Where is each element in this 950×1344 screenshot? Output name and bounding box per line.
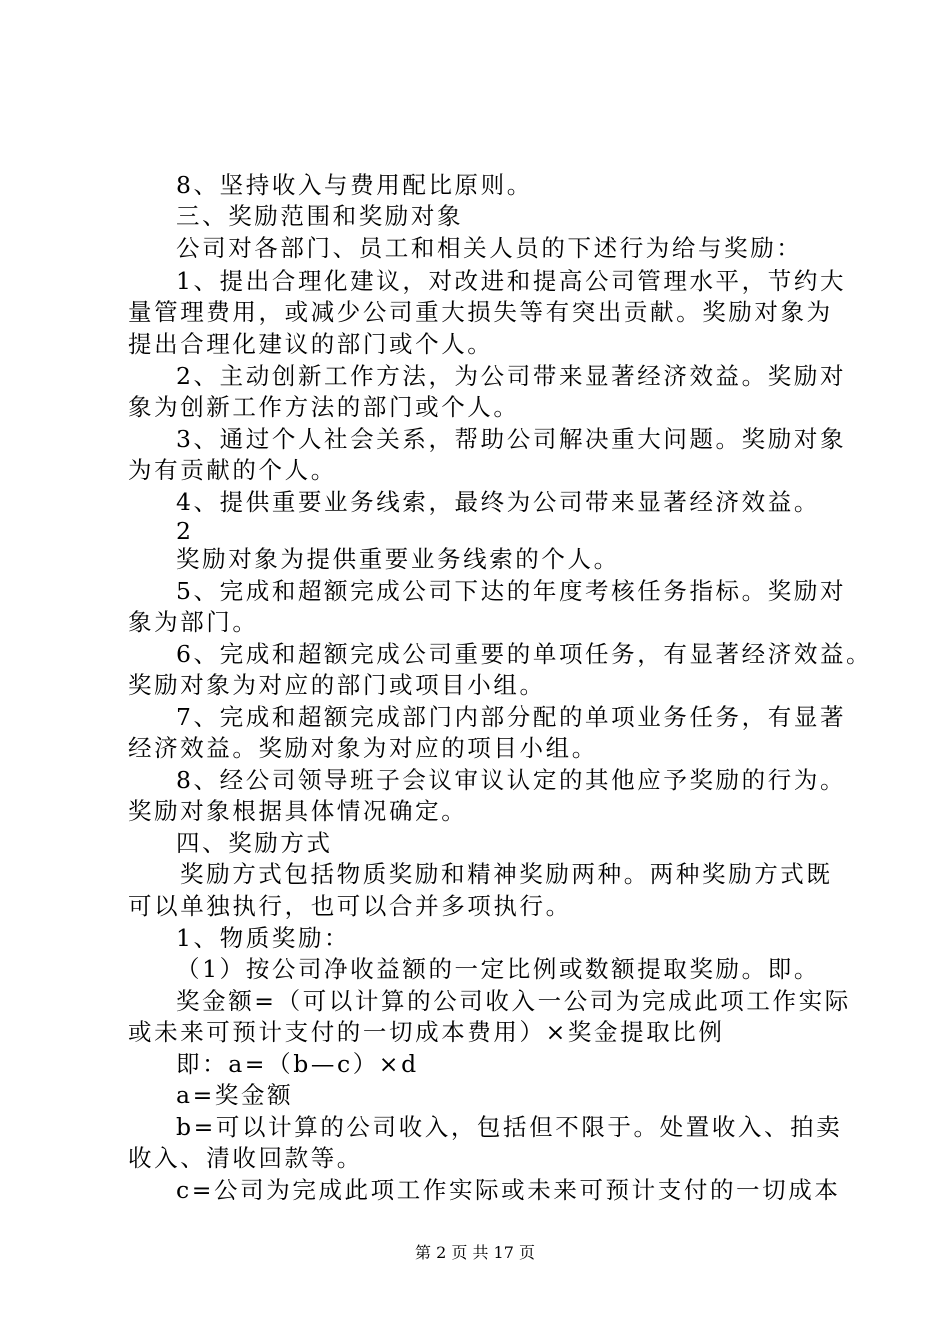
formula-line: 或未来可预计支付的一切成本费用）×奖金提取比例: [128, 1018, 725, 1046]
section-heading: 三、奖励范围和奖励对象: [176, 202, 464, 230]
text-line: 提出合理化建议的部门或个人。: [128, 330, 494, 358]
text-line: 3、通过个人社会关系，帮助公司解决重大问题。奖励对象: [176, 425, 847, 453]
text-line: 4、提供重要业务线索，最终为公司带来显著经济效益。: [176, 488, 820, 516]
text-line: 公司对各部门、员工和相关人员的下述行为给与奖励：: [176, 234, 803, 262]
text-line: 收入、清收回款等。: [128, 1144, 363, 1172]
formula-line: a=奖金额: [176, 1081, 294, 1109]
text-line: 象为创新工作方法的部门或个人。: [128, 393, 520, 421]
text-line: 奖励对象为提供重要业务线索的个人。: [176, 545, 620, 573]
section-heading: 四、奖励方式: [176, 829, 333, 857]
page-footer: 第 2 页 共 17 页: [415, 1243, 535, 1262]
formula-line: 即：a=（b—c）×d: [176, 1050, 419, 1078]
text-line: 奖励对象根据具体情况确定。: [128, 797, 468, 825]
text-line: 6、完成和超额完成公司重要的单项任务，有显著经济效益。: [176, 640, 873, 668]
text-line: （1）按公司净收益额的一定比例或数额提取奖励。即。: [176, 955, 820, 983]
text-line: 8、坚持收入与费用配比原则。: [176, 171, 533, 199]
text-line: 5、完成和超额完成公司下达的年度考核任务指标。奖励对: [176, 577, 847, 605]
text-line: 2、主动创新工作方法，为公司带来显著经济效益。奖励对: [176, 362, 847, 390]
text-line: 奖励方式包括物质奖励和精神奖励两种。两种奖励方式既: [180, 860, 833, 888]
text-line: 经济效益。奖励对象为对应的项目小组。: [128, 734, 598, 762]
text-line: 8、经公司领导班子会议审议认定的其他应予奖励的行为。: [176, 766, 847, 794]
stray-page-number: 2: [176, 517, 194, 545]
text-line: 象为部门。: [128, 608, 259, 636]
text-line: b=可以计算的公司收入，包括但不限于。处置收入、拍卖: [176, 1113, 843, 1141]
text-line: c=公司为完成此项工作实际或未来可预计支付的一切成本: [176, 1176, 841, 1204]
text-line: 为有贡献的个人。: [128, 456, 337, 484]
text-line: 1、物质奖励：: [176, 924, 351, 952]
text-line: 1、提出合理化建议，对改进和提高公司管理水平，节约大: [176, 267, 847, 295]
text-line: 量管理费用，或减少公司重大损失等有突出贡献。奖励对象为: [128, 298, 833, 326]
formula-line: 奖金额=（可以计算的公司收入一公司为完成此项工作实际: [176, 987, 851, 1015]
text-line: 可以单独执行，也可以合并多项执行。: [128, 892, 572, 920]
text-line: 7、完成和超额完成部门内部分配的单项业务任务，有显著: [176, 703, 847, 731]
text-line: 奖励对象为对应的部门或项目小组。: [128, 671, 546, 699]
